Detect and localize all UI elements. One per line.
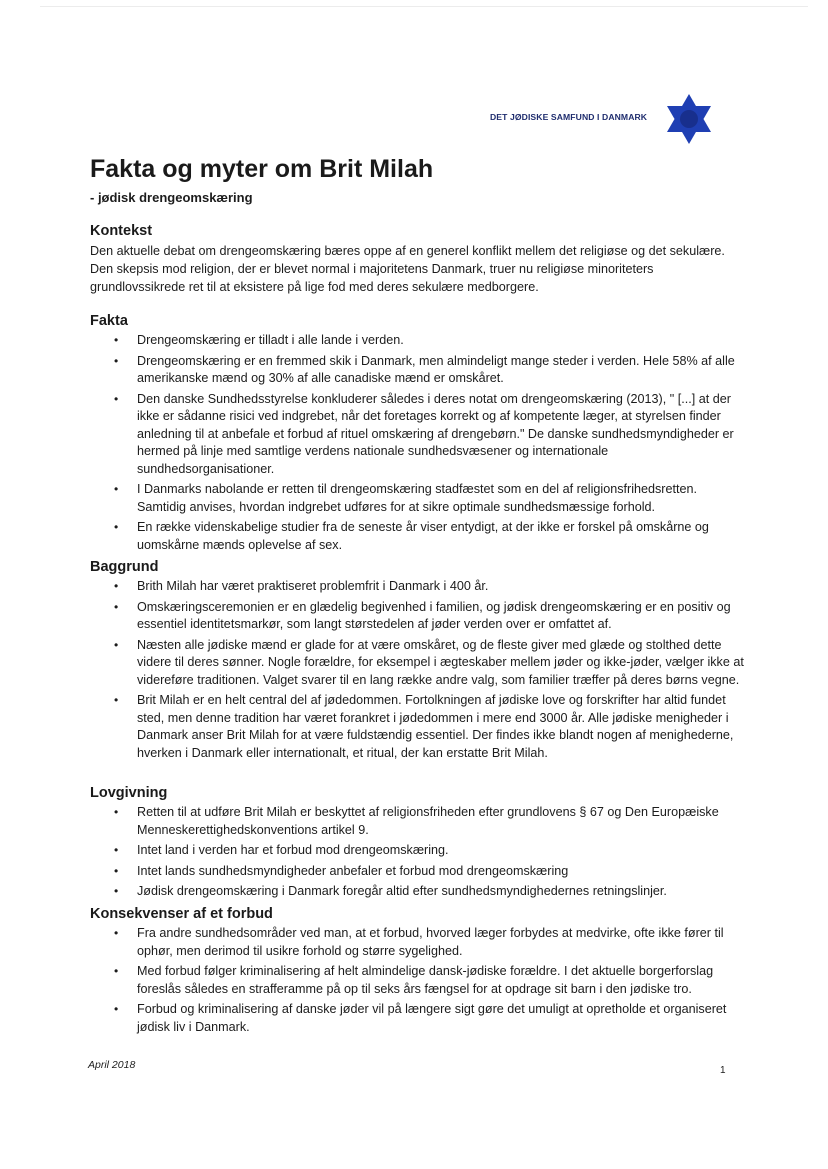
list-item: • I Danmarks nabolande er retten til drengeomskæring stadfæstet som en del af religionsfrihedsretten. Samtidig anvises, hvordan indgrebet udføres for at sikre optimale sundhedsmæssige forhold. [137,481,745,516]
list-item: • Intet lands sundhedsmyndigheder anbefaler et forbud mod drengeomskæring [137,863,745,881]
section-lovgivning [90,785,745,904]
section-paragraph: Den aktuelle debat om drengeomskæring bæres oppe af en generel konflikt mellem det religiøse og det sekulære. Den skepsis mod religion, der er blevet normal i majoritetens Danmark, truer nu religiøse minoriteters grundlovssikrede ret til at eksistere på lige fod med deres sekulære medborgere. [90,244,725,294]
section-fakta [90,313,745,557]
list-item: • Intet land i verden har et forbud mod drengeomskæring. [137,842,745,860]
scan-edge-line [40,6,808,7]
bullet-list [90,578,745,762]
bullet-list [90,332,745,554]
bullet-list [90,804,745,901]
list-item: • Den danske Sundhedsstyrelse konkluderer således i deres notat om drengeomskæring (2013), " [...] at der ikke er sådanne risici ved indgrebet, når det foretages korrekt og af kompetente læger, at styrelsen finder anledning til at anbefale et forbud af rituel omskæring af drengebørn." De danske sundhedsmyndigheder er hermed på linje med samtlige verdens nationale sundhedsvæsener og internationale sundhedsorganisationer. [137,391,745,479]
section-konsekvenser [90,906,745,1039]
list-item: • Næsten alle jødiske mænd er glade for at være omskåret, og de fleste giver med glæde og stolthed dette videre til deres sønner. Nogle forældre, for eksempel i ægteskaber mellem jøder og ikke-jøder, vælger ikke at videreføre traditionen. Valget svarer til en lang række andre valg, som familier træffer på deres børns vegne. [137,637,745,690]
list-item: • Fra andre sundhedsområder ved man, at et forbud, hvorved læger forbydes at medvirke, ofte ikke fører til ophør, men derimod til usikre forhold og større sygelighed. [137,925,745,960]
page-number: 1 [720,1065,726,1076]
section-heading: Fakta [90,313,128,329]
section-baggrund [90,559,745,765]
organization-logo [487,92,727,146]
section-heading: Konsekvenser af et forbud [90,906,273,922]
list-item: • Brit Milah er en helt central del af jødedommen. Fortolkningen af jødiske love og forskrifter har altid fundet sted, men denne tradition har været forankret i jødedommen i mere end 3000 år. Alle jødiske menigheder i Danmark anser Brit Milah for at være fuldstændig essentiel. Der findes ikke blandt nogen af menighederne, hverken i Danmark eller internationalt, et ritual, der kan erstatte Brit Milah. [137,692,745,762]
list-item: • Drengeomskæring er en fremmed skik i Danmark, men almindeligt mange steder i verden. Hele 58% af alle amerikanske mænd og 30% af alle canadiske mænd er omskåret. [137,353,745,388]
list-item: • Brith Milah har været praktiseret problemfrit i Danmark i 400 år. [137,578,745,596]
footer-date: April 2018 [88,1059,136,1071]
list-item: • Drengeomskæring er tilladt i alle lande i verden. [137,332,745,350]
star-of-david-icon [662,92,716,146]
page-subtitle: - jødisk drengeomskæring [90,190,253,205]
page-title: Fakta og myter om Brit Milah [90,155,434,183]
section-heading: Kontekst [90,223,153,239]
section-kontekst [90,223,745,296]
list-item: • Jødisk drengeomskæring i Danmark foregår altid efter sundhedsmyndighedernes retningslinjer. [137,883,745,901]
list-item: • Med forbud følger kriminalisering af helt almindelige dansk-jødiske forældre. I det aktuelle borgerforslag foreslås således en strafferamme på op til seks års fængsel for at opdrage sit barn i den jødiske tro. [137,963,745,998]
list-item: • Retten til at udføre Brit Milah er beskyttet af religionsfriheden efter grundlovens § 67 og Den Europæiske Menneskerettighedskonventions artikel 9. [137,804,745,839]
organization-name: DET JØDISKE SAMFUND I DANMARK [490,112,648,122]
section-heading: Lovgivning [90,785,168,801]
list-item: • Forbud og kriminalisering af danske jøder vil på længere sigt gøre det umuligt at opretholde et organiseret jødisk liv i Danmark. [137,1001,745,1036]
list-item: • Omskæringsceremonien er en glædelig begivenhed i familien, og jødisk drengeomskæring er en positiv og essentiel identitetsmarkør, som langt størstedelen af jøder verden over er omfattet af. [137,599,745,634]
section-heading: Baggrund [90,559,159,575]
bullet-list [90,925,745,1036]
list-item: • En række videnskabelige studier fra de seneste år viser entydigt, at der ikke er forskel på omskårne og uomskårne mænds oplevelse af sex. [137,519,745,554]
